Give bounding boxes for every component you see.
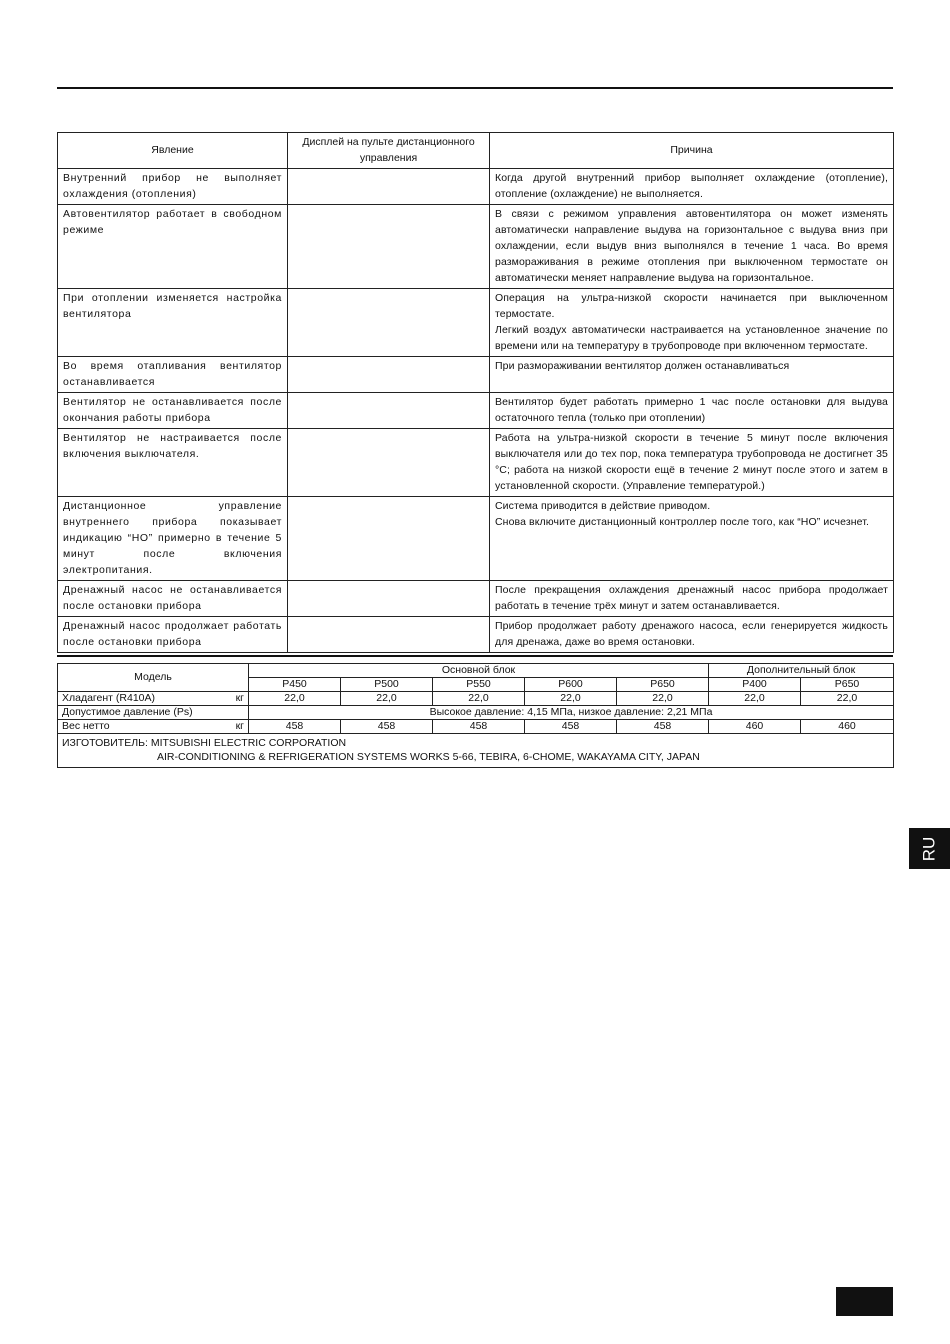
cause-cell: После прекращения охлаждения дренажный насос прибора продолжает работать в течение трёх минут и затем останавливается. <box>490 581 894 617</box>
spec-manufacturer-row <box>58 734 894 768</box>
cause-cell: Вентилятор будет работать примерно 1 час после остановки для выдува остаточного тепла (только при отоплении) <box>490 393 894 429</box>
spec-group-row <box>58 664 894 678</box>
manufacturer-address: AIR-CONDITIONING & REFRIGERATION SYSTEMS WORKS 5-66, TEBIRA, 6-CHOME, WAKAYAMA CITY, JAPAN <box>157 751 700 763</box>
header-remote-display: Дисплей на пульте дистанционного управления <box>288 133 490 169</box>
spec-weight-row <box>58 720 894 734</box>
refrigerant-value: 22,0 <box>801 692 894 706</box>
troubleshooting-table <box>57 132 894 653</box>
refrigerant-value: 22,0 <box>249 692 341 706</box>
weight-value: 458 <box>341 720 433 734</box>
weight-label: Вес нетто <box>62 720 110 732</box>
weight-unit: кг <box>235 720 244 732</box>
model-label: Модель <box>58 664 249 692</box>
language-tab-label: RU <box>919 836 939 861</box>
refrigerant-value: 22,0 <box>709 692 801 706</box>
remote-display-cell <box>288 429 490 497</box>
remote-display-cell <box>288 169 490 205</box>
model-cell: P450 <box>249 678 341 692</box>
weight-value: 458 <box>617 720 709 734</box>
manufacturer-name: ИЗГОТОВИТЕЛЬ: MITSUBISHI ELECTRIC CORPORATION <box>62 737 347 749</box>
language-tab <box>909 828 950 869</box>
model-cell: P550 <box>433 678 525 692</box>
weight-value: 458 <box>249 720 341 734</box>
top-rule <box>57 87 893 89</box>
manufacturer-cell <box>58 734 894 768</box>
refrigerant-value: 22,0 <box>433 692 525 706</box>
spec-pressure-row <box>58 706 894 720</box>
weight-value: 458 <box>433 720 525 734</box>
weight-value: 460 <box>801 720 894 734</box>
symptom-cell: Внутренний прибор не выполняет охлаждения (отопления) <box>58 169 288 205</box>
symptom-cell: Дистанционное управление внутреннего прибора показывает индикацию “HO” примерно в течение 5 минут после включения электропитания. <box>58 497 288 581</box>
cause-cell: Прибор продолжает работу дренажого насоса, если генерируется жидкость для дренажа, даже во время остановки. <box>490 617 894 653</box>
refrigerant-unit: кг <box>235 692 244 704</box>
refrigerant-value: 22,0 <box>525 692 617 706</box>
cause-cell: Работа на ультра-низкой скорости в течение 5 минут после включения выключателя или до тех пор, пока температура трубопровода не достигнет 35 °C; работа на низкой скорости ещё в течение 2 минут после этого и затем в установленной скорости. (Управление температурой.) <box>490 429 894 497</box>
cause-cell: Когда другой внутренний прибор выполняет охлаждение (отопление), отопление (охлаждение) не выполняется. <box>490 169 894 205</box>
pressure-value: Высокое давление: 4,15 МПа, низкое давление: 2,21 МПа <box>249 706 894 720</box>
table-row <box>58 497 894 581</box>
table-row <box>58 581 894 617</box>
cause-cell: Система приводится в действие приводом. Снова включите дистанционный контроллер после того, как “HO” исчезнет. <box>490 497 894 581</box>
remote-display-cell <box>288 617 490 653</box>
header-cause: Причина <box>490 133 894 169</box>
table-row <box>58 429 894 497</box>
model-cell: P500 <box>341 678 433 692</box>
symptom-cell: Автовентилятор работает в свободном режиме <box>58 205 288 289</box>
cause-cell: В связи с режимом управления автовентилятора он может изменять автоматически направление выдува на горизонтальное с выдува вниз при охлаждении, если выдув вниз выполнялся в течение 1 часа. Во время размораживания в режиме отопления при выключенном термостате он автоматически меняет направление выдува на горизонтальное. <box>490 205 894 289</box>
table-row <box>58 289 894 357</box>
model-cell: P600 <box>525 678 617 692</box>
table-row <box>58 617 894 653</box>
specifications-table <box>57 663 894 768</box>
symptom-cell: Вентилятор не настраивается после включения выключателя. <box>58 429 288 497</box>
pressure-label: Допустимое давление (Ps) <box>58 706 249 720</box>
table-row <box>58 169 894 205</box>
cause-cell: Операция на ультра-низкой скорости начинается при выключенном термостате. Легкий воздух автоматически настраивается на установленное значение по времени или на температуру в трубопроводе при включенном термостате. <box>490 289 894 357</box>
spec-rule <box>57 655 893 657</box>
symptom-cell: Дренажный насос не останавливается после остановки прибора <box>58 581 288 617</box>
symptom-cell: Вентилятор не останавливается после окончания работы прибора <box>58 393 288 429</box>
symptom-cell: Во время отапливания вентилятор останавливается <box>58 357 288 393</box>
symptom-cell: При отоплении изменяется настройка вентилятора <box>58 289 288 357</box>
weight-value: 460 <box>709 720 801 734</box>
troubleshooting-header-row <box>58 133 894 169</box>
remote-display-cell <box>288 497 490 581</box>
model-cell: P400 <box>709 678 801 692</box>
remote-display-cell <box>288 581 490 617</box>
remote-display-cell <box>288 205 490 289</box>
refrigerant-value: 22,0 <box>341 692 433 706</box>
page-number-box <box>836 1287 893 1316</box>
symptom-cell: Дренажный насос продолжает работать после остановки прибора <box>58 617 288 653</box>
table-row <box>58 393 894 429</box>
remote-display-cell <box>288 357 490 393</box>
header-symptom: Явление <box>58 133 288 169</box>
table-row <box>58 205 894 289</box>
model-cell: P650 <box>801 678 894 692</box>
remote-display-cell <box>288 393 490 429</box>
refrigerant-value: 22,0 <box>617 692 709 706</box>
cause-cell: При размораживании вентилятор должен останавливаться <box>490 357 894 393</box>
weight-value: 458 <box>525 720 617 734</box>
main-unit-label: Основной блок <box>249 664 709 678</box>
spec-refrigerant-row <box>58 692 894 706</box>
model-cell: P650 <box>617 678 709 692</box>
remote-display-cell <box>288 289 490 357</box>
table-row <box>58 357 894 393</box>
weight-label-cell <box>58 720 249 734</box>
refrigerant-label-cell <box>58 692 249 706</box>
extra-unit-label: Дополнительный блок <box>709 664 894 678</box>
refrigerant-label: Хладагент (R410A) <box>62 692 155 704</box>
